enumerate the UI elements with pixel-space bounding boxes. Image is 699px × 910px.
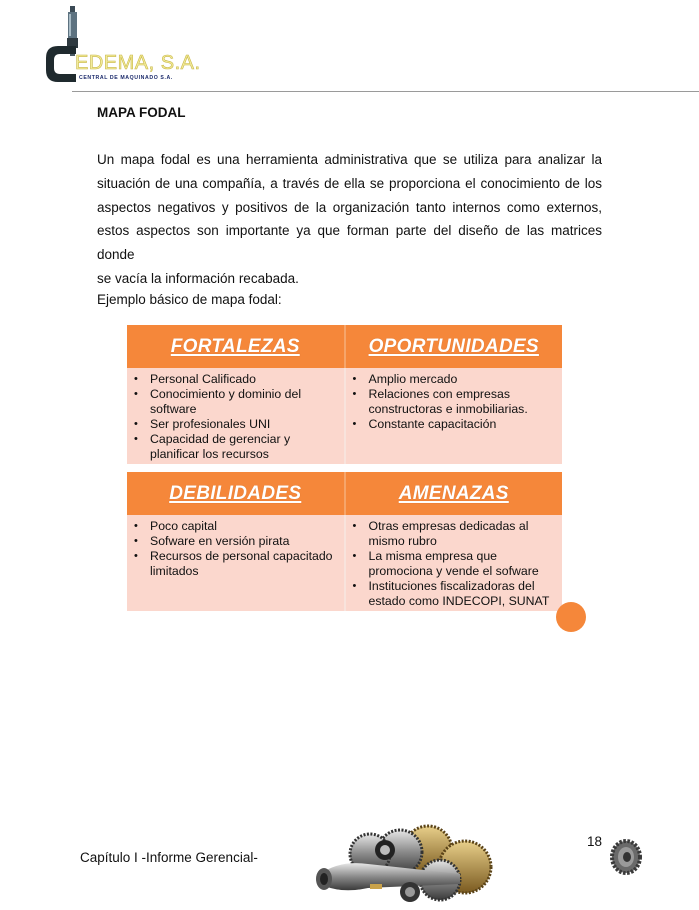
- decorative-circle: [556, 602, 586, 632]
- debilidades-list: [133, 519, 340, 579]
- list-item: • Conocimiento y dominio del software: [133, 387, 340, 417]
- amenazas-cell: [346, 515, 563, 611]
- foda-body-row: [127, 368, 562, 464]
- debilidades-cell: [127, 515, 346, 611]
- list-item: • Ser profesionales UNI: [133, 417, 340, 432]
- oportunidades-cell: [346, 368, 563, 464]
- list-item: • Recursos de personal capacitado limitados: [133, 549, 340, 579]
- gear-icon: [608, 838, 644, 876]
- logo-tagline: CENTRAL DE MAQUINADO S.A.: [79, 75, 173, 81]
- fortalezas-cell: [127, 368, 346, 464]
- debilidades-heading: DEBILIDADES: [127, 472, 346, 515]
- logo-brand-text: EDEMA, S.A.: [75, 52, 201, 74]
- header-divider: [72, 91, 699, 92]
- foda-table-bottom: [127, 472, 562, 611]
- gearbox-icon: [310, 822, 522, 905]
- foda-header-row: [127, 472, 562, 515]
- page-number: 18: [587, 834, 603, 849]
- amenazas-list: [352, 519, 559, 610]
- list-item: • La misma empresa que promociona y vende el sofware: [352, 549, 559, 579]
- foda-header-row: [127, 325, 562, 368]
- list-item: • Amplio mercado: [352, 372, 559, 387]
- list-item: • Relaciones con empresas constructoras e inmobiliarias.: [352, 387, 559, 417]
- small-gear-image: [608, 838, 644, 876]
- list-item: • Capacidad de gerenciar y planificar los recursos: [133, 432, 340, 462]
- intro-paragraph: [97, 148, 602, 291]
- footer-chapter: Capítulo I -Informe Gerencial-: [80, 850, 258, 865]
- foda-table-top: [127, 325, 562, 464]
- gears-image: [310, 822, 522, 905]
- paragraph-line: situación de una compañía, a través de ella se proporciona el conocimiento de los: [97, 175, 602, 191]
- list-item: • Otras empresas dedicadas al mismo rubro: [352, 519, 559, 549]
- oportunidades-list: [352, 372, 559, 432]
- fortalezas-list: [133, 372, 340, 463]
- paragraph-line: se vacía la información recabada.: [97, 270, 299, 286]
- list-item: • Personal Calificado: [133, 372, 340, 387]
- amenazas-heading: AMENAZAS: [398, 482, 509, 504]
- oportunidades-heading: OPORTUNIDADES: [368, 335, 539, 357]
- list-item: • Instituciones fiscalizadoras del estado como INDECOPI, SUNAT: [352, 579, 559, 609]
- example-label: Ejemplo básico de mapa fodal:: [97, 292, 282, 307]
- fortalezas-heading: FORTALEZAS: [127, 325, 346, 368]
- list-item: • Sofware en versión pirata: [133, 534, 340, 549]
- paragraph-line: aspectos negativos y positivos de la organización tanto internos como externos,: [97, 199, 602, 215]
- list-item: • Poco capital: [133, 519, 340, 534]
- section-title: MAPA FODAL: [97, 105, 186, 120]
- list-item: • Constante capacitación: [352, 417, 559, 432]
- paragraph-line: estos aspectos son importante ya que forman parte del diseño de las matrices donde: [97, 223, 602, 263]
- foda-body-row: [127, 515, 562, 611]
- paragraph-line: Un mapa fodal es una herramienta administrativa que se utiliza para analizar la: [97, 152, 602, 167]
